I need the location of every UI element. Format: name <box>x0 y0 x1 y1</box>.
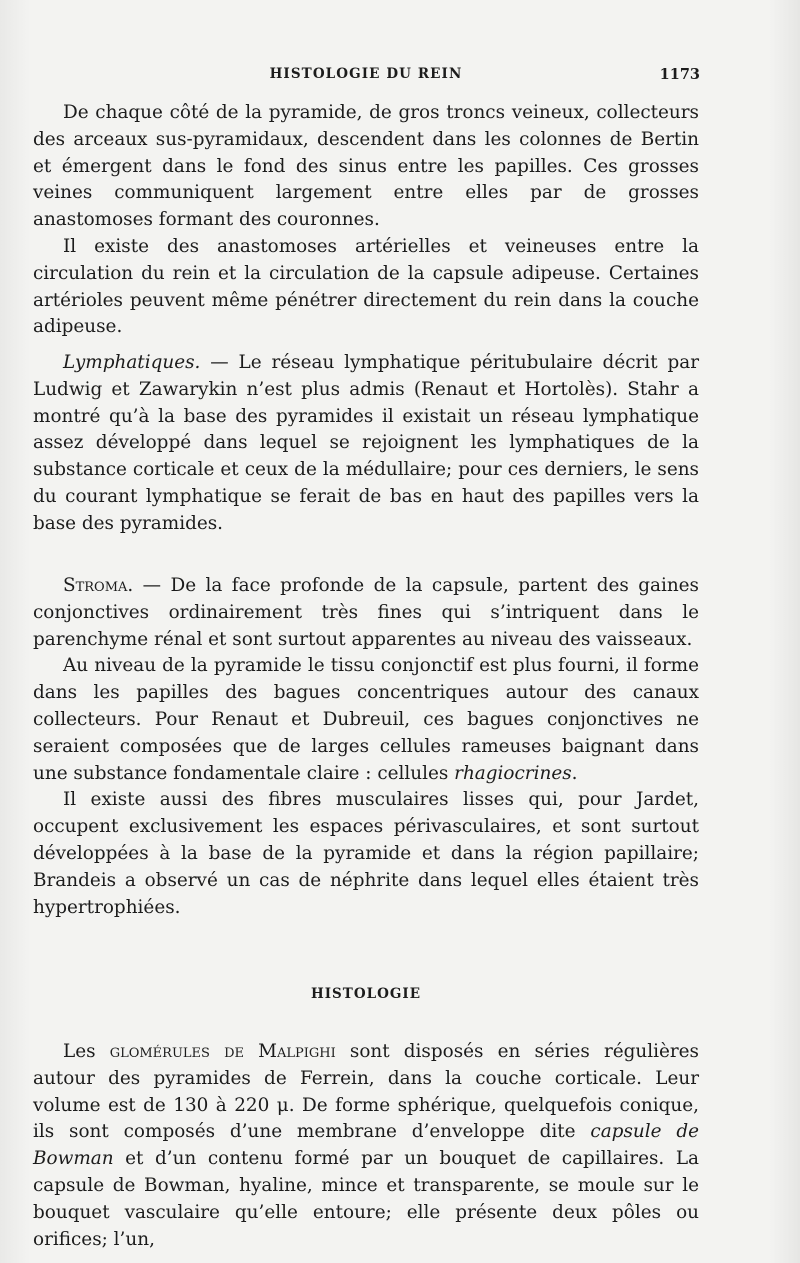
stroma-section <box>33 573 699 921</box>
veins-section <box>33 100 699 341</box>
stroma-paragraph-2 <box>33 653 699 787</box>
lymphatics-label: Lymphatiques. <box>63 352 201 373</box>
lymphatics-paragraph <box>33 350 699 538</box>
glomeruli-section <box>33 1039 699 1253</box>
rhagiocrines-term: rhagiocrines <box>454 762 572 784</box>
stroma-label: Stroma. <box>63 575 134 596</box>
glomeruli-term: glomérules de Malpighi <box>109 1041 336 1062</box>
running-head-title: HISTOLOGIE DU REIN <box>269 66 463 82</box>
stroma-text-2a: Au niveau de la pyramide le tissu conjonctif est plus fourni, il forme dans les papilles des bagues concentriques autour des canaux collecteurs. Pour Renaut et Dubreuil, ces bagues conjonctives ne seraient composées que de larges cellules rameuses baignant dans une substance fondamentale claire : cellules <box>33 655 699 784</box>
stroma-text: — De la face profonde de la capsule, partent des gaines conjonctives ordinairement très fines qui s’intriquent dans le parenchyme rénal et sont surtout apparentes au niveau des vaisseaux. <box>33 575 699 650</box>
running-head <box>32 66 700 88</box>
lymphatics-section <box>33 350 699 538</box>
stroma-text-2b: . <box>571 762 578 784</box>
stroma-paragraph-1 <box>33 573 699 653</box>
stroma-paragraph-3: Il existe aussi des fibres musculaires lisses qui, pour Jardet, occupent exclusivement les espaces périvasculaires, et sont surtout développées à la base de la pyramide et dans la région papillaire; Brandeis a observé un cas de néphrite dans lequel elles étaient très hypertrophiées. <box>33 789 699 918</box>
section-heading: HISTOLOGIE <box>310 986 421 1002</box>
page-number: 1173 <box>659 66 700 83</box>
bowman-capsule-term: capsule de Bowman <box>33 1121 699 1170</box>
veins-paragraph: De chaque côté de la pyramide, de gros troncs veineux, collecteurs des arceaux sus-pyramidaux, descendent dans les colonnes de Bertin et émergent dans le fond des sinus entre les papilles. Ces grosses veines communiquent largement entre elles par de grosses anastomoses formant des couronnes. <box>33 102 699 231</box>
anastomoses-paragraph: Il existe des anastomoses artérielles et veineuses entre la circulation du rein et la circulation de la capsule adipeuse. Certaines artérioles peuvent même pénétrer directement du rein dans la couche adipeuse. <box>33 235 699 338</box>
glomeruli-paragraph <box>33 1039 699 1253</box>
glomeruli-lead: Les <box>63 1041 110 1062</box>
glomeruli-text-2: et d’un contenu formé par un bouquet de capillaires. La capsule de Bowman, hyaline, mince et transparente, se moule sur le bouquet vasculaire qu’elle entoure; elle présente deux pôles ou orifices; l’un, <box>33 1148 699 1250</box>
glomeruli-text-1: sont disposés en séries régulières autour des pyramides de Ferrein, dans la couche corticale. Leur volume est de 130 à 220 μ. De forme sphérique, quelquefois conique, ils sont composés d’une membrane d’enveloppe dite <box>33 1041 699 1143</box>
lymphatics-text: — Le réseau lymphatique péritubulaire décrit par Ludwig et Zawarykin n’est plus admis (Renaut et Hortolès). Stahr a montré qu’à la base des pyramides il existait un réseau lymphatique assez développé dans lequel se rejoignent les lymphatiques de la substance corticale et ceux de la médullaire; pour ces derniers, le sens du courant lymphatique se ferait de bas en haut des papilles vers la base des pyramides. <box>33 352 699 534</box>
